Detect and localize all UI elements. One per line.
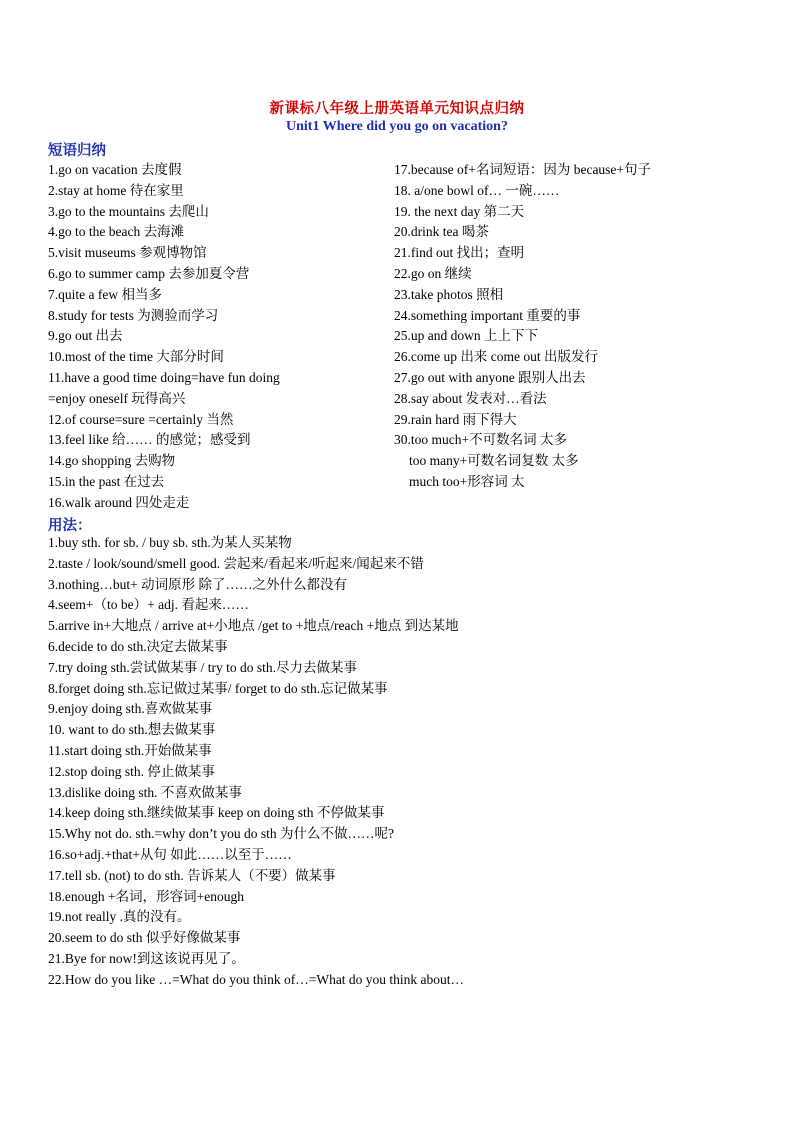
usage-heading: 用法： xyxy=(48,518,92,534)
list-item: =enjoy oneself 玩得高兴 xyxy=(48,390,186,406)
list-item: 22.go on 继续 xyxy=(394,265,472,281)
list-item: 1.go on vacation 去度假 xyxy=(48,162,182,177)
list-item: 26.come up 出来 come out 出版发行 xyxy=(394,349,598,365)
list-item: 4.go to the beach 去海滩 xyxy=(48,224,185,240)
list-item: 15.in the past 在过去 xyxy=(48,473,165,489)
list-item: 21.Bye for now!到这该说再见了。 xyxy=(48,950,245,966)
list-item: 17.because of+名词短语：因为 because+句子 xyxy=(394,162,652,177)
list-item: 6.decide to do sth.决定去做某事 xyxy=(48,638,228,654)
list-item: 13.feel like 给…… 的感觉；感受到 xyxy=(48,432,251,448)
usage-list xyxy=(48,533,464,991)
list-item: 30.too much+不可数名词 太多 xyxy=(394,432,567,448)
list-item: too many+可数名词复数 太多 xyxy=(409,453,579,469)
list-item: 9.go out 出去 xyxy=(48,328,123,344)
list-item: 9.enjoy doing sth.喜欢做某事 xyxy=(48,701,213,717)
phrases-heading: 短语归纳 xyxy=(48,143,106,159)
list-item: 14.go shopping 去购物 xyxy=(48,453,176,469)
list-item: 11.start doing sth.开始做某事 xyxy=(48,742,212,758)
list-item: 4.seem+（to be）+ adj. 看起来…… xyxy=(48,597,249,613)
list-item: 16.so+adj.+that+从句 如此……以至于…… xyxy=(48,846,292,862)
list-item: much too+形容词 太 xyxy=(409,473,525,489)
list-item: 20.seem to do sth 似乎好像做某事 xyxy=(48,930,241,946)
list-item: 23.take photos 照相 xyxy=(394,286,504,302)
unit-subtitle: Unit1 Where did you go on vacation? xyxy=(286,119,508,134)
list-item: 1.buy sth. for sb. / buy sb. sth.为某人买某物 xyxy=(48,535,292,550)
list-item: 20.drink tea 喝茶 xyxy=(394,224,489,240)
list-item: 29.rain hard 雨下得大 xyxy=(394,411,517,427)
list-item: 10. want to do sth.想去做某事 xyxy=(48,722,216,738)
list-item: 3.go to the mountains 去爬山 xyxy=(48,203,209,219)
list-item: 6.go to summer camp 去参加夏令营 xyxy=(48,265,250,281)
page-title: 新课标八年级上册英语单元知识点归纳 xyxy=(269,101,525,117)
list-item: 7.quite a few 相当多 xyxy=(48,286,162,302)
list-item: 12.stop doing sth. 停止做某事 xyxy=(48,763,215,779)
list-item: 3.nothing…but+ 动词原形 除了……之外什么都没有 xyxy=(48,576,347,592)
phrases-left-column xyxy=(48,160,280,514)
list-item: 27.go out with anyone 跟别人出去 xyxy=(394,369,586,385)
list-item: 15.Why not do. sth.=why don’t you do sth 为什么不做……呢? xyxy=(48,826,394,842)
list-item: 25.up and down 上上下下 xyxy=(394,328,538,344)
list-item: 12.of course=sure =certainly 当然 xyxy=(48,411,234,427)
list-item: 28.say about 发表对…看法 xyxy=(394,390,547,406)
list-item: 5.arrive in+大地点 / arrive at+小地点 /get to +地点/reach +地点 到达某地 xyxy=(48,618,459,634)
list-item: 21.find out 找出；查明 xyxy=(394,245,525,261)
list-item: 7.try doing sth.尝试做某事 / try to do sth.尽力去做某事 xyxy=(48,659,358,675)
list-item: 18.enough +名词，形容词+enough xyxy=(48,888,244,904)
list-item: 5.visit museums 参观博物馆 xyxy=(48,245,207,261)
list-item: 2.stay at home 待在家里 xyxy=(48,182,184,198)
list-item: 24.something important 重要的事 xyxy=(394,307,581,323)
list-item: 16.walk around 四处走走 xyxy=(48,494,190,510)
list-item: 10.most of the time 大部分时间 xyxy=(48,349,224,365)
phrases-right-column xyxy=(394,160,651,493)
list-item: 14.keep doing sth.继续做某事 keep on doing sth 不停做某事 xyxy=(48,805,385,821)
list-item: 13.dislike doing sth. 不喜欢做某事 xyxy=(48,784,242,800)
list-item: 11.have a good time doing=have fun doing xyxy=(48,369,280,385)
list-item: 19. the next day 第二天 xyxy=(394,203,525,219)
list-item: 8.forget doing sth.忘记做过某事/ forget to do sth.忘记做某事 xyxy=(48,680,388,696)
list-item: 22.How do you like …=What do you think of…=What do you think about… xyxy=(48,971,465,987)
list-item: 18. a/one bowl of… 一碗…… xyxy=(394,182,560,198)
list-item: 2.taste / look/sound/smell good. 尝起来/看起来/听起来/闻起来不错 xyxy=(48,555,424,571)
list-item: 19.not really .真的没有。 xyxy=(48,909,191,925)
list-item: 17.tell sb. (not) to do sth. 告诉某人（不要）做某事 xyxy=(48,867,336,883)
list-item: 8.study for tests 为测验而学习 xyxy=(48,307,219,323)
